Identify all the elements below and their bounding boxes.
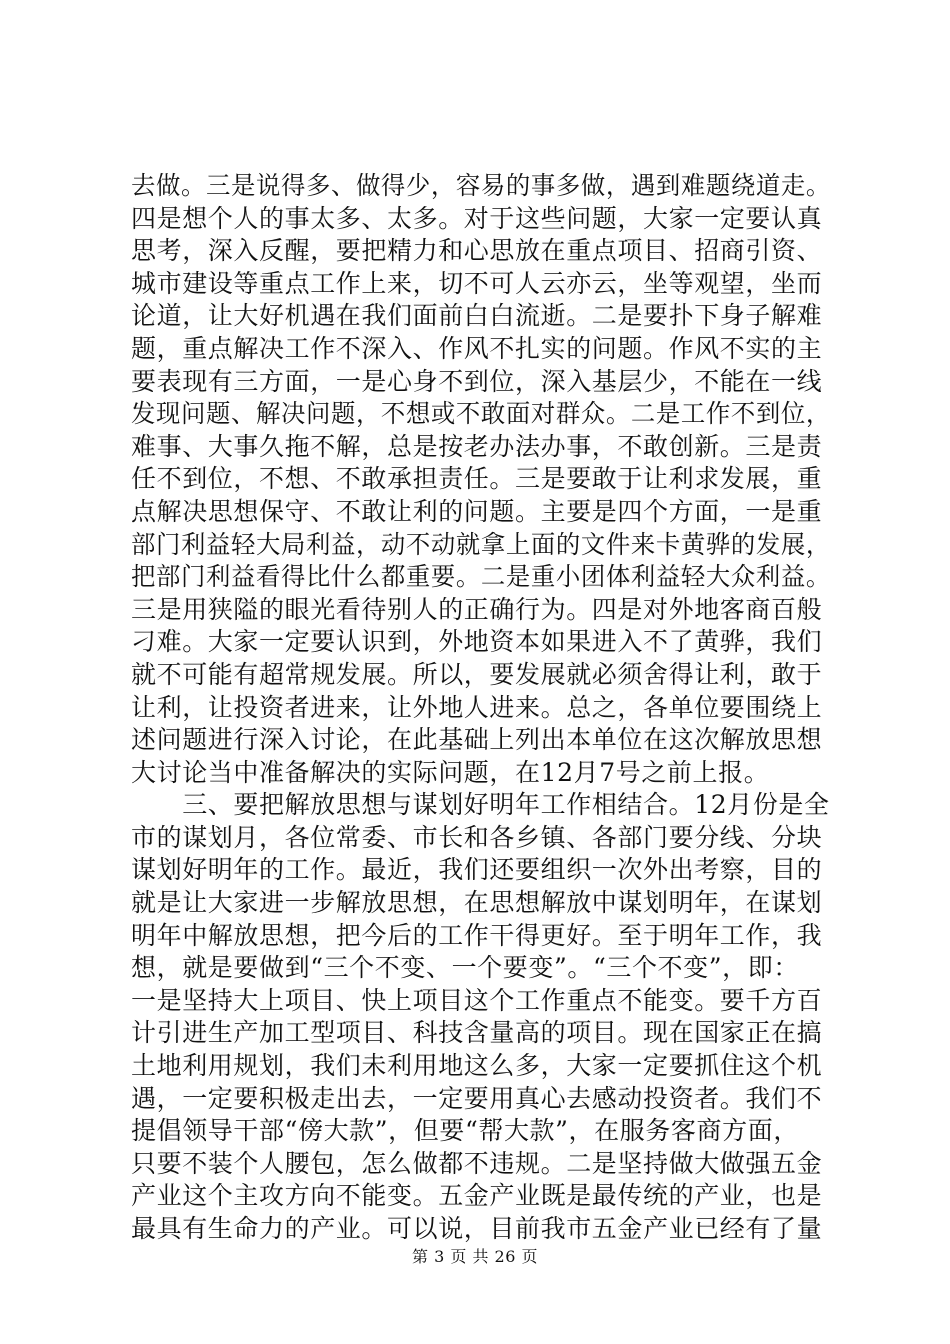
text-line: 四是想个人的事太多、太多。对于这些问题，大家一定要认真 bbox=[131, 203, 823, 233]
page-number-footer: 第 3 页 共 26 页 bbox=[412, 1247, 538, 1266]
text-line: 题，重点解决工作不深入、作风不扎实的问题。作风不实的主 bbox=[131, 333, 823, 363]
text-line: 点解决思想保守、不敢让利的问题。主要是四个方面，一是重 bbox=[131, 496, 823, 526]
text-line: 部门利益轻大局利益，动不动就拿上面的文件来卡黄骅的发展， bbox=[131, 529, 831, 559]
text-line: 谋划好明年的工作。最近，我们还要组织一次外出考察，目的 bbox=[131, 855, 823, 885]
text-line: 提倡领导干部“傍大款”，但要“帮大款”，在服务客商方面， bbox=[131, 1116, 799, 1146]
text-line: 任不到位，不想、不敢承担责任。三是要敢于让利求发展，重 bbox=[131, 464, 823, 494]
text-line: 发现问题、解决问题，不想或不敢面对群众。二是工作不到位， bbox=[131, 399, 831, 429]
text-line: 市的谋划月，各位常委、市长和各乡镇、各部门要分线、分块 bbox=[131, 822, 823, 852]
text-line: 论道，让大好机遇在我们面前白白流逝。二是要扑下身子解难 bbox=[131, 301, 823, 331]
text-line: 城市建设等重点工作上来，切不可人云亦云，坐等观望，坐而 bbox=[131, 268, 823, 298]
text-line: 去做。三是说得多、做得少，容易的事多做，遇到难题绕道走。 bbox=[131, 171, 831, 200]
text-line: 明年中解放思想，把今后的工作干得更好。至于明年工作，我 bbox=[131, 920, 823, 950]
text-line: 刁难。大家一定要认识到，外地资本如果进入不了黄骅，我们 bbox=[131, 627, 823, 657]
text-line: 难事、大事久拖不解，总是按老办法办事，不敢创新。三是责 bbox=[131, 431, 823, 461]
text-line: 要表现有三方面，一是心身不到位，深入基层少，不能在一线 bbox=[131, 366, 823, 396]
text-line: 让利，让投资者进来，让外地人进来。总之，各单位要围绕上 bbox=[131, 692, 823, 722]
text-line: 述问题进行深入讨论，在此基础上列出本单位在这次解放思想 bbox=[131, 725, 823, 755]
body-text bbox=[131, 170, 831, 1246]
text-line: 想，就是要做到“三个不变、一个要变”。“三个不变”，即： bbox=[131, 953, 799, 983]
text-line: 大讨论当中准备解决的实际问题，在12月7号之前上报。 bbox=[131, 757, 770, 787]
text-line: 计引进生产加工型项目、科技含量高的项目。现在国家正在搞 bbox=[131, 1018, 823, 1048]
text-line: 三是用狭隘的眼光看待别人的正确行为。四是对外地客商百般 bbox=[131, 594, 823, 624]
text-line: 产业这个主攻方向不能变。五金产业既是最传统的产业，也是 bbox=[131, 1181, 823, 1211]
text-line: 遇，一定要积极走出去，一定要用真心去感动投资者。我们不 bbox=[131, 1083, 823, 1113]
text-line: 最具有生命力的产业。可以说，目前我市五金产业已经有了量 bbox=[131, 1214, 823, 1243]
text-line: 只要不装个人腰包，怎么做都不违规。二是坚持做大做强五金 bbox=[131, 1148, 823, 1178]
text-line: 思考，深入反醒，要把精力和心思放在重点项目、招商引资、 bbox=[131, 236, 823, 266]
text-line: 就不可能有超常规发展。所以，要发展就必须舍得让利，敢于 bbox=[131, 659, 823, 689]
text-line: 三、要把解放思想与谋划好明年工作相结合。12月份是全 bbox=[131, 790, 830, 820]
text-line: 土地利用规划，我们未利用地这么多，大家一定要抓住这个机 bbox=[131, 1051, 823, 1081]
text-line: 一是坚持大上项目、快上项目这个工作重点不能变。要千方百 bbox=[131, 985, 823, 1015]
text-line: 就是让大家进一步解放思想，在思想解放中谋划明年，在谋划 bbox=[131, 888, 823, 918]
text-line: 把部门利益看得比什么都重要。二是重小团体利益轻大众利益。 bbox=[131, 562, 831, 592]
